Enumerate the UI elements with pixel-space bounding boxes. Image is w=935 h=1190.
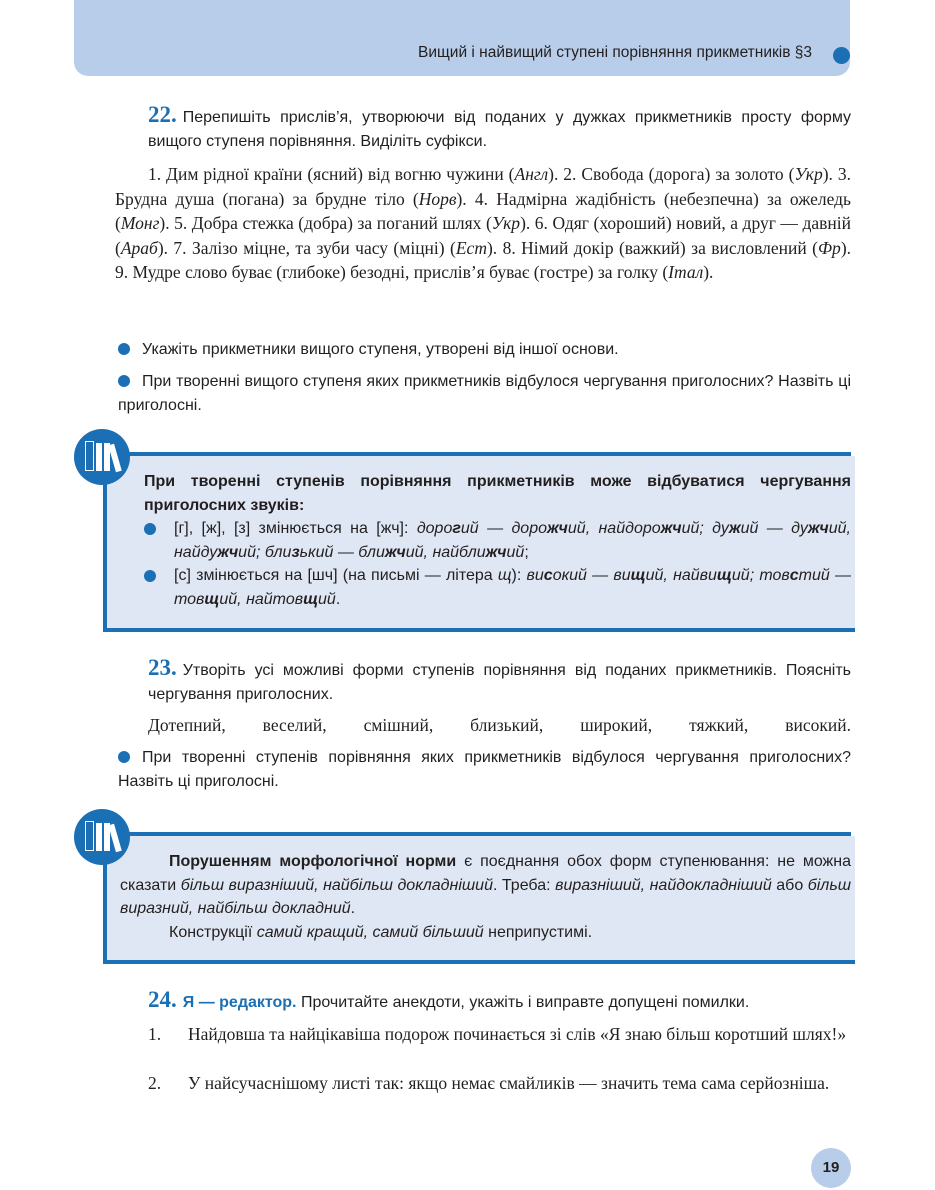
list-item: 2. У найсучаснішому листі так: якщо немає смайликів — значить тема сама серйозніша. [148, 1073, 830, 1093]
task-22-bullet-1: Укажіть прикметники вищого ступеня, утворені від іншої основи. [118, 338, 851, 362]
task-23-words: Дотепний, веселий, смішний, близький, широкий, тяжкий, високий. [148, 715, 851, 735]
task-22-instruction: 22. Перепишіть прислів’я, утворюючи від поданих у дужках прикметників просту форму вищого ступеня порівняння. Виділіть суфікси. [148, 102, 851, 150]
task-number: 22. [148, 102, 177, 127]
task-23-bullet: При творенні ступенів порівняння яких прикметників відбулося чергування приголосних? Назвіть ці приголосні. [118, 749, 851, 790]
rule-2-paragraph-2: Конструкції самий кращий, самий більший неприпустимі. [169, 923, 593, 941]
task-22-bullet-2: При творенні вищого ступеня яких прикметників відбулося чергування приголосних? Назвіть ці приголосні. [118, 373, 851, 414]
bullet-icon [144, 570, 156, 582]
task-number: 23. [148, 655, 177, 680]
rule-1-item-2: [с] змінюється на [шч] (на письмі — літера щ): високий — вищий, найвищий; товстий — товщий, найтовщий. [112, 564, 851, 611]
task-24-instruction: 24. Я — редактор. Прочитайте анекдоти, укажіть і виправте допущені помилки. [148, 987, 750, 1012]
rule-1-item-1: [г], [ж], [з] змінюється на [жч]: дорогий — дорожчий, найдорожчий; дужий — дужчий, найдужчий; близький — ближчий, найближчий; [112, 517, 851, 564]
rule-box-2 [103, 836, 855, 964]
list-item: 1. Найдовша та найцікавіша подорож починається зі слів «Я знаю більш коротший шлях!» [148, 1024, 847, 1044]
rule-box-1 [103, 456, 855, 632]
rule-2-paragraph-1: Порушенням морфологічної норми є поєднання обох форм ступенювання: не можна сказати більш виразніший, найбільш докладніший. Треба: виразніший, найдокладніший або більш виразний, найбільш докладний. [120, 853, 852, 917]
bullet-icon [118, 375, 130, 387]
books-abc-icon: А Б В [74, 429, 130, 485]
bullet-icon [144, 523, 156, 535]
task-number: 24. [148, 987, 177, 1012]
bullet-icon [118, 343, 130, 355]
rule-1-heading: При творенні ступенів порівняння прикметників може відбуватися чергування приголосних звуків: [144, 473, 851, 514]
books-abc-icon: А Б В [74, 809, 130, 865]
page-number: 19 [811, 1148, 851, 1188]
task-22-text: 1. Дим рідної країни (ясний) від вогню чужини (Англ). 2. Свобода (дорога) за золото (Укр). 3. Брудна душа (погана) за брудне тіло (Норв). 4. Надмірна жадібність (небезпечна) за ожеледь (Монг). 5. Добра стежка (добра) за поганий шлях (Укр). 6. Одяг (хороший) новий, а друг — давній (Араб). 7. Залізо міцне, та зуби часу (міцні) (Ест). 8. Німий докір (важкий) за висловлений (Фр). 9. Мудре слово буває (глибоке) безодні, прислів’я буває (гостре) за голку (Італ). [115, 164, 852, 282]
bullet-icon [118, 751, 130, 763]
task-23-instruction: 23. Утворіть усі можливі форми ступенів порівняння від поданих прикметників. Поясніть чергування приголосних. [148, 655, 851, 703]
header-title: Вищий і найвищий ступені порівняння прикметників §3 [418, 44, 812, 61]
page-header [74, 0, 850, 76]
task-24-label: Я — редактор. [182, 994, 297, 1011]
header-dot-icon [833, 47, 850, 64]
